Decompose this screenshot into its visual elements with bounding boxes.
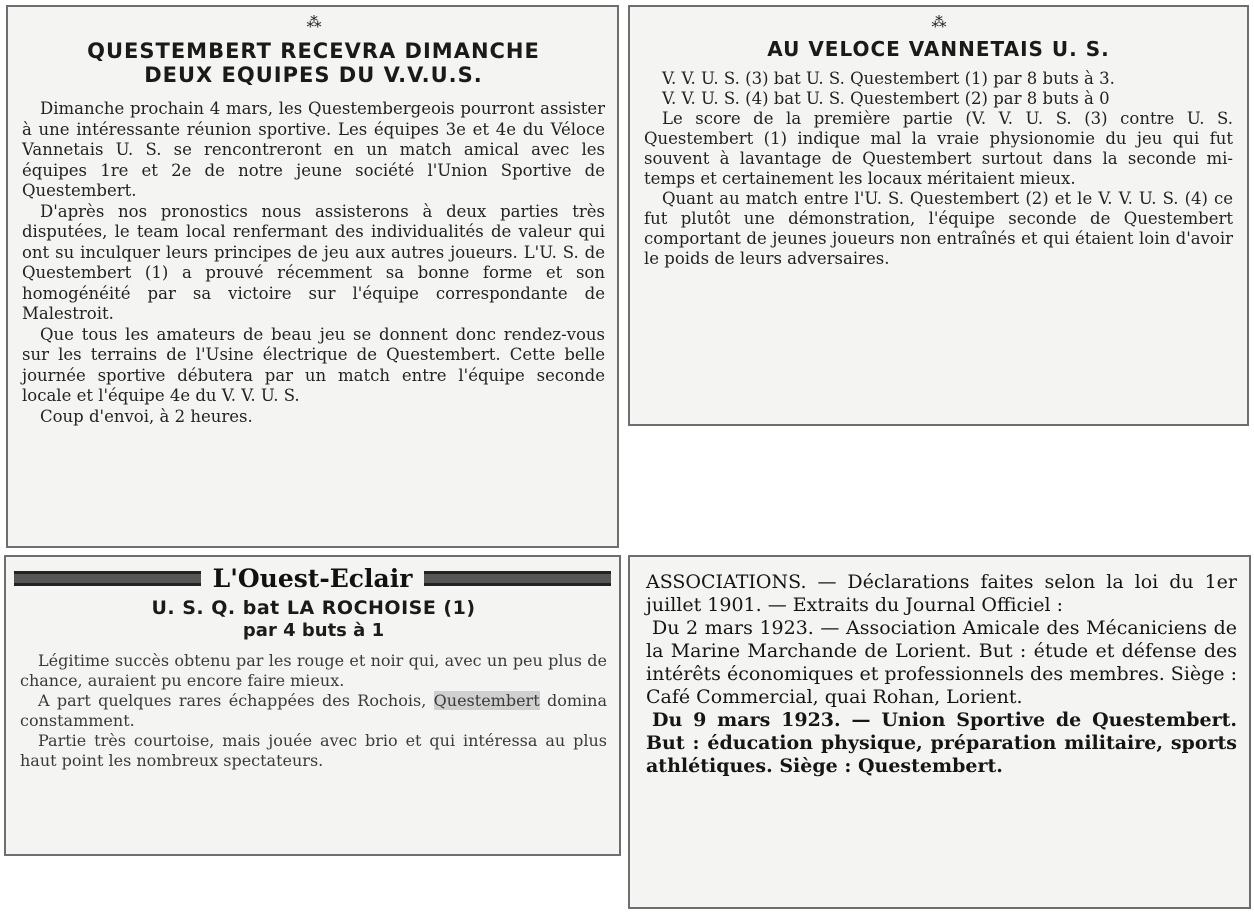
article-veloce-vannetais bbox=[628, 5, 1249, 426]
headline-line-1: QUESTEMBERT RECEVRA DIMANCHE bbox=[87, 39, 540, 63]
paragraph: V. V. U. S. (4) bat U. S. Questembert (2) par 8 buts à 0 bbox=[662, 89, 1110, 108]
paragraph: ASSOCIATIONS. — Déclarations faites selon la loi du 1er juillet 1901. — Extraits du Journal Officiel : bbox=[646, 571, 1237, 616]
search-highlight: Questembert bbox=[433, 691, 540, 710]
paragraph: Du 9 mars 1923. — Union Sportive de Questembert. But : éducation physique, préparation militaire, sports athlétiques. Siège : Questembert. bbox=[646, 709, 1237, 777]
headline-line-2: DEUX EQUIPES DU V.V.U.S. bbox=[144, 63, 483, 87]
article-body bbox=[22, 99, 605, 427]
paragraph: Partie très courtoise, mais jouée avec brio et qui intéressa au plus haut point les nombreux spectateurs. bbox=[20, 731, 607, 770]
paragraph: Quant au match entre l'U. S. Questembert (2) et le V. V. U. S. (4) ce fut plutôt une démonstration, l'équipe seconde de Questembert comportant de jeunes joueurs non entraînés et qui étaient loin d'avoir le poids de leurs adversaires. bbox=[644, 189, 1233, 268]
article-body bbox=[644, 69, 1233, 269]
article-ouest-eclair bbox=[4, 555, 621, 856]
article-associations bbox=[628, 555, 1251, 909]
paragraph: Coup d'envoi, à 2 heures. bbox=[40, 406, 253, 426]
masthead-rule-left bbox=[14, 571, 201, 586]
masthead-title: L'Ouest-Eclair bbox=[212, 563, 413, 593]
article-questembert-recevra bbox=[6, 5, 619, 548]
article-body bbox=[646, 571, 1237, 778]
paragraph: Le score de la première partie (V. V. U. S. (3) contre U. S. Questembert (1) indique mal la vraie physionomie du jeu qui fut souvent à lavantage de Questembert surtout dans la seconde mi-temps et certainement les locaux méritaient mieux. bbox=[644, 109, 1233, 188]
paragraph: Du 2 mars 1923. — Association Amicale des Mécaniciens de la Marine Marchande de Lorient. But : étude et défense des intérêts économiques et professionnels des membres. Siège : Café Commercial, quai Rohan, Lorient. bbox=[646, 617, 1237, 708]
stars-ornament-icon: ⁂ bbox=[931, 13, 946, 31]
stars-ornament-icon: ⁂ bbox=[306, 13, 321, 31]
paragraph: V. V. U. S. (3) bat U. S. Questembert (1) par 8 buts à 3. bbox=[662, 69, 1115, 88]
article-headline bbox=[22, 39, 605, 87]
paragraph-start: A part quelques rares échappées des Rochois, bbox=[38, 691, 427, 710]
masthead-rule-right bbox=[424, 571, 611, 586]
paragraph: Légitime succès obtenu par les rouge et noir qui, avec un peu plus de chance, auraient pu encore faire mieux. bbox=[20, 651, 607, 690]
article-headline: U. S. Q. bat LA ROCHOISE (1) bbox=[151, 597, 476, 619]
article-subhead: par 4 buts à 1 bbox=[242, 620, 385, 641]
paragraph: D'après nos pronostics nous assisterons à deux parties très disputées, le team local renfermant des individualités de valeur qui ont su inculquer leurs principes de jeu aux autres joueurs. L'U. S. de Questembert (1) a prouvé récemment sa bonne forme et son homogénéité par sa victoire sur l'équipe correspondante de Malestroit. bbox=[22, 201, 605, 323]
paragraph-end: domina constamment. bbox=[20, 691, 608, 730]
article-headline: AU VELOCE VANNETAIS U. S. bbox=[767, 37, 1110, 61]
paragraph: Dimanche prochain 4 mars, les Questembergeois pourront assister à une intéressante réunion sportive. Les équipes 3e et 4e du Véloce Vannetais U. S. se rencontreront en un match amical avec les équipes 1re et 2e de notre jeune société l'Union Sportive de Questembert. bbox=[22, 99, 605, 200]
newspaper-masthead bbox=[14, 563, 611, 593]
paragraph: Que tous les amateurs de beau jeu se donnent donc rendez-vous sur les terrains de l'Usine électrique de Questembert. Cette belle journée sportive débutera par un match entre l'équipe seconde locale et l'équipe 4e du V. V. U. S. bbox=[22, 324, 605, 405]
article-body bbox=[20, 651, 607, 771]
paragraph bbox=[20, 691, 607, 731]
